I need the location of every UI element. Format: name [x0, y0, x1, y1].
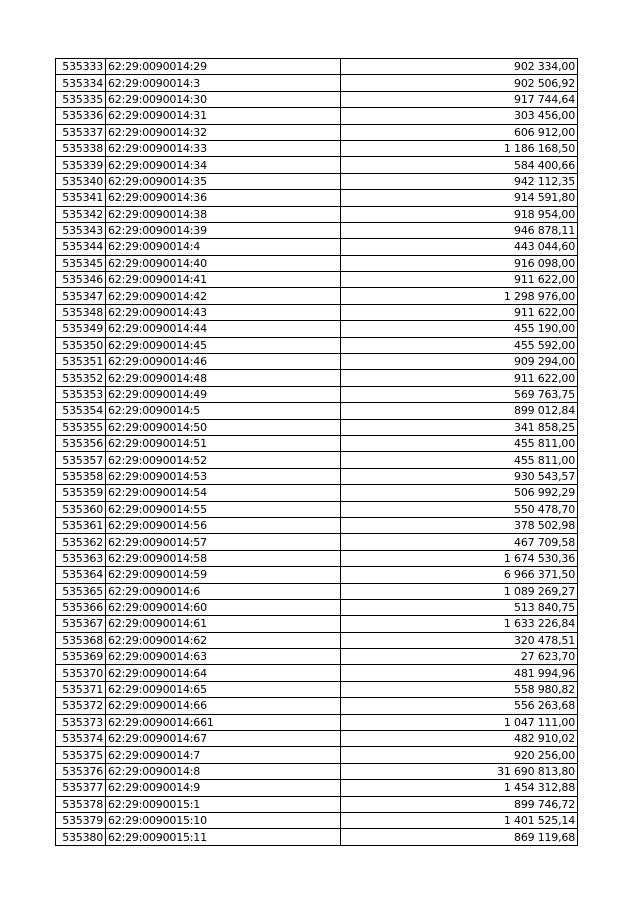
cadastral-value-cell: 27 623,70: [341, 649, 578, 665]
cadastral-number-cell: 62:29:0090014:33: [106, 140, 341, 156]
cadastral-number-cell: 62:29:0090014:65: [106, 681, 341, 697]
cadastral-number-cell: 62:29:0090014:60: [106, 599, 341, 615]
table-row: [56, 239, 578, 255]
cadastral-number-cell: 62:29:0090014:53: [106, 468, 341, 484]
cadastral-value-cell: 467 709,58: [341, 534, 578, 550]
cadastral-value-cell: 455 592,00: [341, 337, 578, 353]
row-id-cell: 535377: [56, 780, 106, 796]
table-row: [56, 567, 578, 583]
table-body: [56, 59, 578, 846]
cadastral-number-cell: 62:29:0090014:59: [106, 567, 341, 583]
table-row: [56, 534, 578, 550]
table-row: [56, 75, 578, 91]
cadastral-number-cell: 62:29:0090014:45: [106, 337, 341, 353]
row-id-cell: 535351: [56, 354, 106, 370]
row-id-cell: 535363: [56, 550, 106, 566]
cadastral-value-cell: 6 966 371,50: [341, 567, 578, 583]
table-row: [56, 321, 578, 337]
cadastral-number-cell: 62:29:0090015:1: [106, 796, 341, 812]
table-row: [56, 599, 578, 615]
cadastral-value-cell: 916 098,00: [341, 255, 578, 271]
cadastral-value-cell: 455 811,00: [341, 452, 578, 468]
cadastral-value-cell: 1 298 976,00: [341, 288, 578, 304]
row-id-cell: 535341: [56, 190, 106, 206]
cadastral-value-cell: 569 763,75: [341, 386, 578, 402]
cadastral-value-cell: 1 454 312,88: [341, 780, 578, 796]
cadastral-value-cell: 902 506,92: [341, 75, 578, 91]
table-row: [56, 140, 578, 156]
table-row: [56, 435, 578, 451]
cadastral-number-cell: 62:29:0090014:55: [106, 501, 341, 517]
table-row: [56, 763, 578, 779]
cadastral-number-cell: 62:29:0090014:39: [106, 222, 341, 238]
cadastral-number-cell: 62:29:0090014:32: [106, 124, 341, 140]
table-row: [56, 812, 578, 828]
cadastral-value-cell: 914 591,80: [341, 190, 578, 206]
cadastral-value-cell: 911 622,00: [341, 370, 578, 386]
table-row: [56, 157, 578, 173]
row-id-cell: 535378: [56, 796, 106, 812]
row-id-cell: 535338: [56, 140, 106, 156]
cadastral-value-cell: 920 256,00: [341, 747, 578, 763]
row-id-cell: 535365: [56, 583, 106, 599]
cadastral-value-cell: 606 912,00: [341, 124, 578, 140]
table-row: [56, 681, 578, 697]
row-id-cell: 535374: [56, 731, 106, 747]
cadastral-number-cell: 62:29:0090014:49: [106, 386, 341, 402]
table-row: [56, 583, 578, 599]
row-id-cell: 535375: [56, 747, 106, 763]
cadastral-number-cell: 62:29:0090015:11: [106, 829, 341, 845]
table-row: [56, 190, 578, 206]
row-id-cell: 535354: [56, 403, 106, 419]
row-id-cell: 535352: [56, 370, 106, 386]
cadastral-value-cell: 482 910,02: [341, 731, 578, 747]
cadastral-number-cell: 62:29:0090014:4: [106, 239, 341, 255]
cadastral-number-cell: 62:29:0090014:44: [106, 321, 341, 337]
cadastral-number-cell: 62:29:0090014:58: [106, 550, 341, 566]
cadastral-number-cell: 62:29:0090014:62: [106, 632, 341, 648]
cadastral-value-cell: 899 012,84: [341, 403, 578, 419]
cadastral-value-cell: 911 622,00: [341, 272, 578, 288]
cadastral-number-cell: 62:29:0090014:43: [106, 304, 341, 320]
cadastral-number-cell: 62:29:0090014:29: [106, 59, 341, 75]
table-row: [56, 780, 578, 796]
cadastral-value-cell: 909 294,00: [341, 354, 578, 370]
row-id-cell: 535348: [56, 304, 106, 320]
table-row: [56, 403, 578, 419]
cadastral-number-cell: 62:29:0090014:42: [106, 288, 341, 304]
row-id-cell: 535335: [56, 91, 106, 107]
cadastral-value-cell: 31 690 813,80: [341, 763, 578, 779]
cadastral-value-cell: 911 622,00: [341, 304, 578, 320]
cadastral-number-cell: 62:29:0090014:3: [106, 75, 341, 91]
cadastral-number-cell: 62:29:0090014:57: [106, 534, 341, 550]
table-row: [56, 354, 578, 370]
cadastral-number-cell: 62:29:0090014:6: [106, 583, 341, 599]
cadastral-value-cell: 513 840,75: [341, 599, 578, 615]
cadastral-number-cell: 62:29:0090014:67: [106, 731, 341, 747]
table-row: [56, 649, 578, 665]
table-row: [56, 255, 578, 271]
table-row: [56, 419, 578, 435]
cadastral-value-cell: 443 044,60: [341, 239, 578, 255]
cadastral-number-cell: 62:29:0090014:54: [106, 485, 341, 501]
cadastral-value-cell: 320 478,51: [341, 632, 578, 648]
row-id-cell: 535369: [56, 649, 106, 665]
row-id-cell: 535350: [56, 337, 106, 353]
row-id-cell: 535367: [56, 616, 106, 632]
cadastral-value-table: [55, 58, 578, 846]
cadastral-number-cell: 62:29:0090014:52: [106, 452, 341, 468]
cadastral-number-cell: 62:29:0090014:30: [106, 91, 341, 107]
cadastral-value-cell: 506 992,29: [341, 485, 578, 501]
cadastral-value-cell: 303 456,00: [341, 108, 578, 124]
table-row: [56, 616, 578, 632]
cadastral-value-cell: 455 190,00: [341, 321, 578, 337]
cadastral-value-cell: 942 112,35: [341, 173, 578, 189]
cadastral-value-cell: 1 089 269,27: [341, 583, 578, 599]
cadastral-value-cell: 378 502,98: [341, 517, 578, 533]
cadastral-number-cell: 62:29:0090014:46: [106, 354, 341, 370]
cadastral-value-cell: 930 543,57: [341, 468, 578, 484]
table-row: [56, 124, 578, 140]
cadastral-number-cell: 62:29:0090014:34: [106, 157, 341, 173]
cadastral-number-cell: 62:29:0090014:48: [106, 370, 341, 386]
table-row: [56, 485, 578, 501]
table-row: [56, 665, 578, 681]
row-id-cell: 535339: [56, 157, 106, 173]
table-row: [56, 386, 578, 402]
table-row: [56, 501, 578, 517]
table-row: [56, 452, 578, 468]
cadastral-number-cell: 62:29:0090014:9: [106, 780, 341, 796]
table-row: [56, 206, 578, 222]
row-id-cell: 535340: [56, 173, 106, 189]
row-id-cell: 535343: [56, 222, 106, 238]
table-row: [56, 304, 578, 320]
table-row: [56, 272, 578, 288]
row-id-cell: 535359: [56, 485, 106, 501]
row-id-cell: 535357: [56, 452, 106, 468]
table-row: [56, 731, 578, 747]
cadastral-number-cell: 62:29:0090014:50: [106, 419, 341, 435]
row-id-cell: 535355: [56, 419, 106, 435]
cadastral-value-cell: 584 400,66: [341, 157, 578, 173]
row-id-cell: 535349: [56, 321, 106, 337]
cadastral-number-cell: 62:29:0090014:64: [106, 665, 341, 681]
cadastral-value-cell: 869 119,68: [341, 829, 578, 845]
row-id-cell: 535368: [56, 632, 106, 648]
row-id-cell: 535371: [56, 681, 106, 697]
cadastral-number-cell: 62:29:0090014:51: [106, 435, 341, 451]
table-row: [56, 222, 578, 238]
cadastral-value-cell: 558 980,82: [341, 681, 578, 697]
cadastral-value-cell: 556 263,68: [341, 698, 578, 714]
row-id-cell: 535358: [56, 468, 106, 484]
row-id-cell: 535370: [56, 665, 106, 681]
row-id-cell: 535346: [56, 272, 106, 288]
row-id-cell: 535360: [56, 501, 106, 517]
cadastral-value-cell: 550 478,70: [341, 501, 578, 517]
cadastral-number-cell: 62:29:0090014:36: [106, 190, 341, 206]
cadastral-number-cell: 62:29:0090014:38: [106, 206, 341, 222]
table-row: [56, 550, 578, 566]
cadastral-value-cell: 481 994,96: [341, 665, 578, 681]
cadastral-number-cell: 62:29:0090014:61: [106, 616, 341, 632]
cadastral-value-cell: 1 401 525,14: [341, 812, 578, 828]
row-id-cell: 535380: [56, 829, 106, 845]
cadastral-number-cell: 62:29:0090014:5: [106, 403, 341, 419]
row-id-cell: 535366: [56, 599, 106, 615]
row-id-cell: 535345: [56, 255, 106, 271]
row-id-cell: 535376: [56, 763, 106, 779]
row-id-cell: 535337: [56, 124, 106, 140]
cadastral-value-cell: 1 633 226,84: [341, 616, 578, 632]
row-id-cell: 535334: [56, 75, 106, 91]
row-id-cell: 535336: [56, 108, 106, 124]
cadastral-number-cell: 62:29:0090014:8: [106, 763, 341, 779]
row-id-cell: 535353: [56, 386, 106, 402]
row-id-cell: 535344: [56, 239, 106, 255]
row-id-cell: 535342: [56, 206, 106, 222]
row-id-cell: 535372: [56, 698, 106, 714]
row-id-cell: 535364: [56, 567, 106, 583]
cadastral-number-cell: 62:29:0090014:661: [106, 714, 341, 730]
cadastral-value-cell: 1 047 111,00: [341, 714, 578, 730]
cadastral-number-cell: 62:29:0090014:40: [106, 255, 341, 271]
table-row: [56, 796, 578, 812]
cadastral-value-cell: 1 674 530,36: [341, 550, 578, 566]
cadastral-number-cell: 62:29:0090014:66: [106, 698, 341, 714]
row-id-cell: 535362: [56, 534, 106, 550]
row-id-cell: 535361: [56, 517, 106, 533]
row-id-cell: 535347: [56, 288, 106, 304]
table-row: [56, 714, 578, 730]
cadastral-value-cell: 455 811,00: [341, 435, 578, 451]
cadastral-number-cell: 62:29:0090014:31: [106, 108, 341, 124]
table-row: [56, 517, 578, 533]
cadastral-value-cell: 902 334,00: [341, 59, 578, 75]
cadastral-number-cell: 62:29:0090014:41: [106, 272, 341, 288]
cadastral-number-cell: 62:29:0090014:35: [106, 173, 341, 189]
cadastral-number-cell: 62:29:0090014:7: [106, 747, 341, 763]
table-row: [56, 91, 578, 107]
row-id-cell: 535356: [56, 435, 106, 451]
table-row: [56, 829, 578, 845]
table-row: [56, 370, 578, 386]
cadastral-value-cell: 1 186 168,50: [341, 140, 578, 156]
table-row: [56, 747, 578, 763]
cadastral-value-cell: 946 878,11: [341, 222, 578, 238]
row-id-cell: 535379: [56, 812, 106, 828]
table-row: [56, 59, 578, 75]
table-row: [56, 468, 578, 484]
table-row: [56, 108, 578, 124]
cadastral-number-cell: 62:29:0090015:10: [106, 812, 341, 828]
row-id-cell: 535333: [56, 59, 106, 75]
cadastral-value-cell: 341 858,25: [341, 419, 578, 435]
cadastral-value-cell: 918 954,00: [341, 206, 578, 222]
cadastral-value-cell: 917 744,64: [341, 91, 578, 107]
table-row: [56, 632, 578, 648]
table-row: [56, 173, 578, 189]
cadastral-value-cell: 899 746,72: [341, 796, 578, 812]
table-row: [56, 337, 578, 353]
cadastral-number-cell: 62:29:0090014:63: [106, 649, 341, 665]
cadastral-number-cell: 62:29:0090014:56: [106, 517, 341, 533]
row-id-cell: 535373: [56, 714, 106, 730]
table-row: [56, 698, 578, 714]
table-row: [56, 288, 578, 304]
